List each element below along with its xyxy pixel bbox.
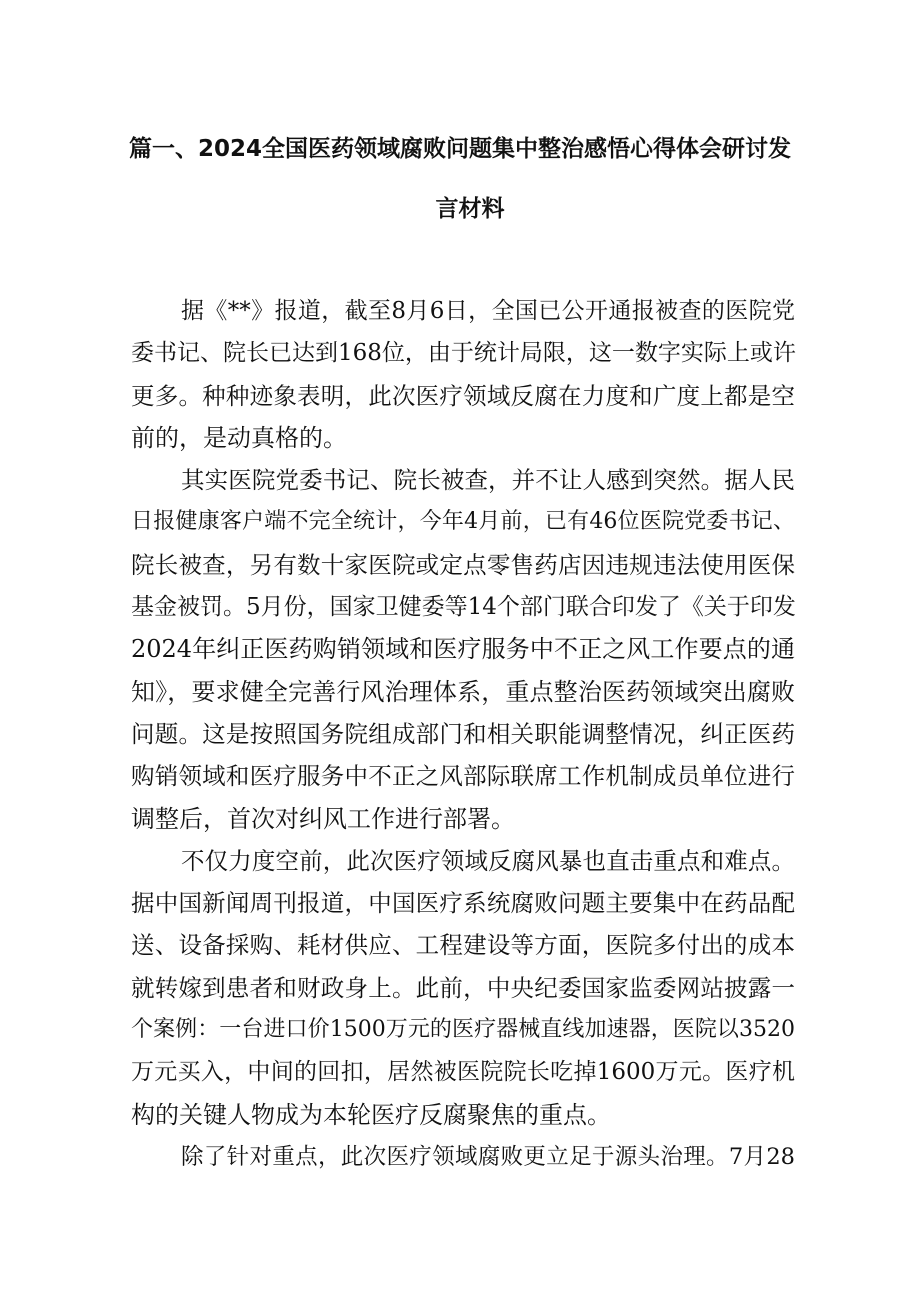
body-line: 院长被查，另有数十家医院或定点零售药店因违规违法使用医保: [131, 550, 795, 579]
body-line: 构的关键人物成为本轮医疗反腐聚焦的重点。: [131, 1100, 611, 1129]
body-line: 据《**》报道，截至8月6日，全国已公开通报被查的医院党: [181, 298, 795, 324]
body-line: 据中国新闻周刊报道，中国医疗系统腐败问题主要集中在药品配: [131, 889, 795, 918]
body-line: 知》，要求健全完善行风治理体系，重点整治医药领域突出腐败: [131, 677, 795, 706]
body-line: 其实医院党委书记、院长被查，并不让人感到突然。据人民: [181, 466, 795, 495]
body-line: 2024年纠正医药购销领域和医疗服务中不正之风工作要点的通: [131, 635, 795, 664]
body-line: 除了针对重点，此次医疗领域腐败更立足于源头治理。7月28: [181, 1143, 795, 1170]
body-line: 调整后，首次对纠风工作进行部署。: [131, 804, 515, 833]
document-title-line-1: 篇一、2024全国医药领域腐败问题集中整治感悟心得体会研讨发: [128, 136, 791, 162]
body-line: 万元买入，中间的回扣，居然被医院院长吃掉1600万元。医疗机: [131, 1059, 795, 1086]
body-line: 日报健康客户端不完全统计，今年4月前，已有46位医院党委书记、: [131, 509, 795, 535]
body-line: 就转嫁到患者和财政身上。此前，中央纪委国家监委网站披露一: [131, 973, 795, 1002]
body-line: 送、设备採购、耗材供应、工程建设等方面，医院多付出的成本: [131, 931, 795, 960]
body-line: 更多。种种迹象表明，此次医疗领域反腐在力度和广度上都是空: [131, 381, 795, 410]
document-body: [131, 290, 795, 1178]
body-line: 不仅力度空前，此次医疗领域反腐风暴也直击重点和难点。: [181, 846, 795, 875]
body-line: 购销领域和医疗服务中不正之风部际联席工作机制成员单位进行: [131, 762, 795, 791]
body-line: 基金被罚。5月份，国家卫健委等14个部门联合印发了《关于印发: [131, 594, 796, 621]
body-line: 委书记、院长已达到168位，由于统计局限，这一数字实际上或许: [131, 340, 796, 367]
body-line: 问题。这是按照国务院组成部门和相关职能调整情况，纠正医药: [131, 719, 795, 748]
body-line: 前的，是动真格的。: [131, 423, 347, 452]
document-title-line-2: 言材料: [435, 196, 505, 222]
body-line: 个案例：一台进口价1500万元的医疗器械直线加速器，医院以3520: [131, 1017, 795, 1043]
